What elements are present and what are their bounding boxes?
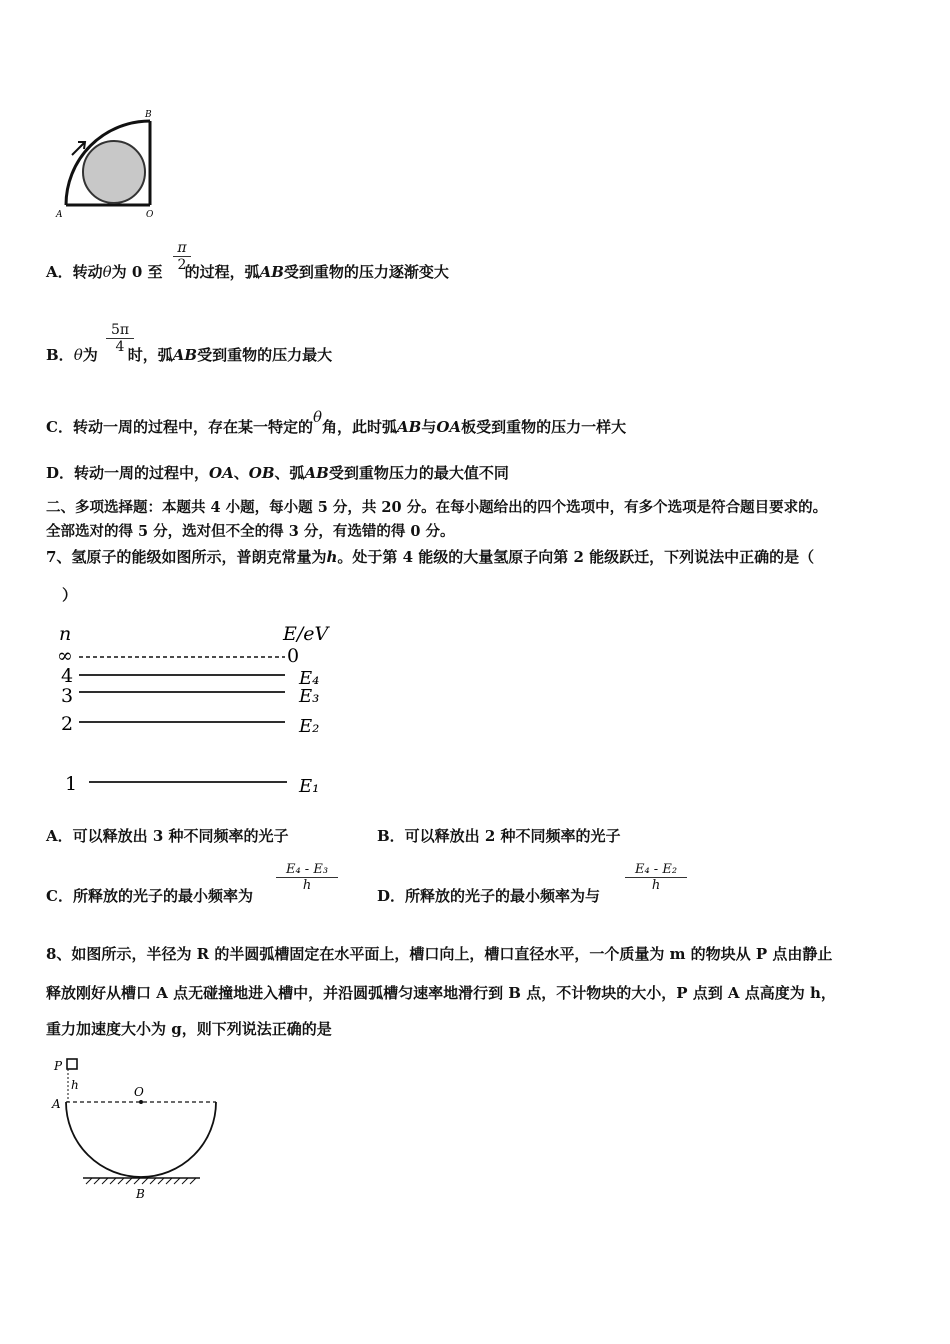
level-n-2: 2	[61, 713, 74, 735]
q7-option-a: A．可以释放出 3 种不同频率的光子	[46, 827, 289, 845]
q8-stem-line1: 8、如图所示，半径为 R 的半圆弧槽固定在水平面上，槽口向上，槽口直径水平，一个质量为 m 的物块从 P 点由静止	[46, 945, 833, 963]
level-n-3: 3	[61, 685, 74, 707]
q6-option-b: B．θ为 时，弧AB受到重物的压力最大	[46, 346, 333, 364]
q7-option-d: D．所释放的光子的最小频率为与	[377, 887, 601, 905]
block-p	[67, 1059, 77, 1069]
n-axis-label: n	[59, 623, 72, 645]
q7-option-b: B．可以释放出 2 种不同频率的光子	[377, 827, 621, 845]
q6-b-fraction: $\frac{5\pi}{4}$	[106, 322, 134, 355]
level-e-4: E₄	[299, 668, 320, 689]
q7-stem-close: ）	[62, 586, 78, 604]
groove-arc	[66, 1102, 216, 1177]
level-e-1: E₁	[299, 776, 320, 797]
section2-heading: 二、多项选择题：本题共 4 小题，每小题 5 分，共 20 分。在每小题给出的四个选项中，有多个选项是符合题目要求的。	[46, 499, 828, 516]
q6-option-d: D．转动一周的过程中，OA、OB、弧AB受到重物压力的最大值不同	[46, 464, 509, 482]
level-n-inf: ∞	[57, 645, 73, 667]
label-h: h	[71, 1078, 79, 1092]
label-b: B	[145, 110, 152, 120]
label-a: A	[52, 1097, 61, 1111]
semicircle-groove-figure	[48, 1052, 228, 1207]
q8-stem-line2: 释放刚好从槽口 A 点无碰撞地进入槽中，并沿圆弧槽匀速率地滑行到 B 点，不计物块的大小，P 点到 A 点高度为 h，	[46, 984, 836, 1002]
section2-scoring: 全部选对的得 5 分，选对但不全的得 3 分，有选错的得 0 分。	[46, 523, 455, 540]
e-axis-label: E/eV	[283, 623, 329, 645]
ground-hatch	[86, 1178, 196, 1184]
heavy-ball	[83, 141, 145, 203]
q7-d-fraction: $\frac{\text{E₄ - E₂}}{h}$	[625, 862, 687, 893]
q8-stem-line3: 重力加速度大小为 g，则下列说法正确的是	[46, 1020, 332, 1038]
center-o	[139, 1100, 143, 1104]
q6-option-a: A．转动θ为 0 至 的过程，弧AB受到重物的压力逐渐变大	[46, 263, 449, 281]
q6-a-fraction: $\frac{\pi}{2}$	[173, 240, 191, 273]
q7-option-c: C．所释放的光子的最小频率为	[46, 887, 253, 905]
label-a: A	[56, 210, 63, 220]
level-e-inf: 0	[287, 645, 300, 667]
label-b: B	[136, 1187, 145, 1201]
q7-stem: 7、氢原子的能级如图所示，普朗克常量为h。处于第 4 能级的大量氢原子向第 2 能级跃迁，下列说法中正确的是（	[46, 548, 815, 566]
level-e-3: E₃	[299, 686, 320, 707]
energy-level-diagram	[55, 620, 345, 805]
q7-c-fraction: $\frac{\text{E₄ - E₃}}{h}$	[276, 862, 338, 893]
label-p: P	[54, 1059, 63, 1073]
q6-option-c: C．转动一周的过程中，存在某一特定的θ角，此时弧AB与OA板受到重物的压力一样大	[46, 408, 627, 436]
label-o: O	[134, 1085, 144, 1099]
level-n-1: 1	[65, 773, 78, 795]
level-n-4: 4	[61, 665, 74, 687]
quarter-arc-figure	[50, 105, 165, 220]
label-o: O	[146, 210, 154, 220]
level-e-2: E₂	[299, 716, 320, 737]
